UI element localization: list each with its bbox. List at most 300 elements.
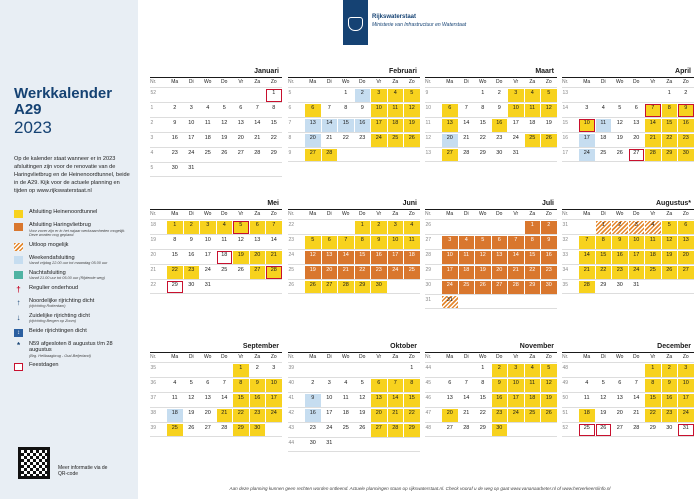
month-name: Februari — [288, 66, 420, 78]
week-row — [425, 407, 557, 422]
day-cell: 1 — [481, 364, 485, 371]
day-cell: 24 — [204, 266, 211, 273]
day-cell: 4 — [217, 221, 233, 234]
day-header: Di — [600, 211, 606, 217]
day-cell — [404, 281, 420, 293]
day-cell: 27 — [442, 149, 458, 161]
page-year: 2023 — [14, 118, 52, 137]
day-header: Vr — [650, 354, 656, 360]
day-cell: 26 — [305, 281, 321, 293]
day-cell — [233, 164, 249, 176]
day-header: Ma — [309, 79, 317, 85]
day-cell: 19 — [359, 409, 366, 416]
day-cell: 18 — [217, 251, 233, 264]
sidebar — [0, 0, 138, 499]
day-header: Wo — [204, 79, 212, 85]
day-header: Zo — [270, 354, 277, 360]
month-juli — [425, 198, 557, 309]
day-cell: 7 — [464, 104, 468, 111]
day-cell: 20 — [204, 409, 211, 416]
day-cell — [475, 221, 491, 234]
day-cell — [525, 424, 541, 436]
day-cell: 13 — [442, 119, 458, 132]
month-name: Oktober — [288, 341, 420, 353]
day-cell: 13 — [446, 394, 453, 401]
day-header-row — [150, 78, 282, 87]
day-cell — [250, 281, 266, 293]
day-header: Do — [221, 79, 228, 85]
day-cell: 8 — [355, 236, 371, 249]
legend-item — [14, 362, 130, 371]
day-cell: 4 — [344, 379, 348, 386]
day-cell: 20 — [678, 251, 694, 264]
legend — [14, 209, 130, 371]
week-number: 9 — [425, 89, 429, 96]
day-cell: 23 — [492, 409, 508, 422]
day-cell — [404, 149, 420, 161]
day-header: Za — [254, 354, 261, 360]
day-cell — [442, 364, 458, 377]
week-row — [150, 117, 282, 132]
day-cell: 23 — [662, 409, 678, 422]
week-number: 33 — [562, 251, 569, 258]
day-cell: 16 — [188, 251, 195, 258]
day-header: Do — [221, 354, 228, 360]
week-row — [562, 147, 694, 162]
yellow-icon — [14, 210, 23, 218]
day-cell: 21 — [463, 134, 470, 141]
day-header: Di — [463, 79, 469, 85]
day-cell: 6 — [492, 236, 508, 249]
day-cell: 25 — [600, 149, 607, 156]
week-row — [288, 377, 420, 392]
day-cell: 29 — [233, 424, 249, 436]
day-cell: 21 — [217, 409, 233, 422]
week-number: 42 — [288, 409, 295, 416]
week-number: 27 — [425, 236, 432, 243]
day-cell: 11 — [525, 104, 541, 117]
blue-icon — [14, 256, 23, 264]
day-cell: 26 — [662, 266, 678, 279]
day-header: Zo — [545, 354, 552, 360]
week-number: 6 — [288, 104, 292, 111]
week-number: 30 — [425, 281, 432, 288]
day-cell: 15 — [596, 251, 612, 264]
day-header: Ma — [446, 354, 454, 360]
day-cell: 19 — [475, 266, 491, 279]
day-cell: 28 — [579, 281, 595, 293]
week-row — [562, 102, 694, 117]
day-header: Nr. — [425, 354, 432, 360]
week-row — [425, 362, 557, 377]
day-cell: 1 — [667, 89, 671, 96]
day-cell: 15 — [525, 251, 541, 264]
day-cell: 18 — [167, 409, 183, 422]
day-cell: 21 — [326, 134, 333, 141]
day-cell: 31 — [326, 439, 333, 446]
day-cell: 27 — [322, 281, 338, 293]
day-cell: 14 — [463, 119, 470, 126]
day-cell: 14 — [645, 119, 661, 132]
day-cell — [492, 221, 508, 234]
day-cell: 24 — [388, 266, 404, 279]
day-cell: 18 — [525, 394, 541, 407]
day-header: Do — [633, 211, 640, 217]
day-cell: 1 — [596, 221, 612, 234]
day-cell: 7 — [255, 104, 259, 111]
day-cell: 23 — [371, 266, 387, 279]
week-number: 9 — [288, 149, 292, 156]
day-cell: 24 — [512, 134, 519, 141]
day-cell: 3 — [629, 221, 645, 234]
week-number: 43 — [288, 424, 295, 431]
day-header: Di — [463, 211, 469, 217]
day-cell: 18 — [529, 119, 536, 126]
day-cell: 16 — [305, 409, 321, 422]
week-row — [425, 102, 557, 117]
day-cell — [184, 89, 200, 102]
day-cell: 12 — [541, 379, 557, 392]
day-cell: 30 — [496, 149, 503, 156]
day-cell: 11 — [645, 236, 661, 249]
day-cell — [579, 364, 595, 377]
legend-label: Zuidelijke rijrichting dicht — [29, 312, 90, 319]
legend-item — [14, 270, 130, 281]
day-cell: 28 — [463, 424, 470, 431]
week-number: 23 — [288, 236, 295, 243]
day-header: Wo — [342, 211, 350, 217]
day-cell: 31 — [678, 424, 694, 436]
day-cell: 16 — [492, 119, 508, 132]
day-cell: 11 — [583, 394, 590, 401]
day-cell: 2 — [492, 364, 508, 377]
day-cell: 9 — [189, 236, 193, 243]
day-header-row — [562, 78, 694, 87]
day-cell: 27 — [305, 149, 321, 161]
legend-label: Afsluiting Heinenoordtunnel — [29, 209, 98, 215]
day-cell: 31 — [512, 149, 519, 156]
day-cell: 13 — [237, 119, 244, 126]
day-cell: 4 — [525, 89, 541, 102]
day-cell: 7 — [338, 236, 354, 249]
day-cell — [404, 439, 420, 451]
week-number: 37 — [150, 394, 157, 401]
day-header: Do — [633, 79, 640, 85]
day-cell: 20 — [305, 134, 321, 147]
day-cell: 25 — [404, 266, 420, 279]
day-cell: 10 — [678, 379, 694, 392]
week-number: 16 — [562, 134, 569, 141]
day-cell: 5 — [662, 221, 678, 234]
day-header: Ma — [583, 211, 591, 217]
day-cell: 27 — [616, 424, 623, 431]
day-cell: 16 — [171, 134, 178, 141]
week-row — [150, 392, 282, 407]
week-row — [425, 234, 557, 249]
week-row — [562, 87, 694, 102]
week-number: 22 — [288, 221, 295, 228]
day-cell: 10 — [508, 379, 524, 392]
day-cell — [371, 439, 387, 451]
day-cell: 5 — [305, 236, 321, 249]
week-row — [150, 422, 282, 437]
week-number: 8 — [288, 134, 292, 141]
week-row — [425, 87, 557, 102]
day-cell: 25 — [459, 281, 475, 294]
day-cell: 19 — [600, 409, 607, 416]
day-cell: 16 — [355, 119, 371, 132]
day-cell — [200, 164, 216, 176]
day-cell: 11 — [596, 119, 612, 132]
day-cell: 28 — [338, 281, 354, 293]
day-cell: 5 — [475, 236, 491, 249]
day-cell: 29 — [525, 281, 541, 294]
day-cell: 2 — [541, 221, 557, 234]
day-cell: 22 — [233, 409, 249, 422]
day-header: Nr. — [425, 211, 432, 217]
day-cell: 24 — [371, 134, 387, 147]
day-cell: 24 — [442, 281, 458, 294]
week-number: 19 — [150, 236, 157, 243]
day-cell: 11 — [525, 379, 541, 392]
day-cell: 5 — [541, 364, 557, 377]
day-cell: 17 — [508, 394, 524, 407]
month-oktober — [288, 341, 420, 452]
day-cell — [167, 364, 183, 377]
day-cell: 28 — [221, 424, 228, 431]
day-header: Ma — [309, 354, 317, 360]
day-cell — [217, 164, 233, 176]
day-cell: 12 — [600, 394, 607, 401]
day-cell: 7 — [222, 379, 226, 386]
day-header: Vr — [376, 211, 382, 217]
week-row — [288, 87, 420, 102]
day-cell — [217, 364, 233, 377]
day-cell: 9 — [678, 104, 694, 117]
month-februari — [288, 66, 420, 162]
week-row — [425, 147, 557, 162]
hatch-icon — [14, 243, 23, 251]
star-icon: * — [16, 340, 21, 350]
day-cell: 27 — [446, 424, 453, 431]
day-cell: 9 — [492, 379, 508, 392]
day-cell: 11 — [342, 394, 349, 401]
day-header: Za — [529, 79, 536, 85]
day-cell: 28 — [508, 281, 524, 294]
day-cell: 4 — [645, 221, 661, 234]
week-row — [562, 422, 694, 437]
week-row — [150, 377, 282, 392]
day-cell: 29 — [479, 149, 486, 156]
week-number: 35 — [562, 281, 569, 288]
week-row — [150, 279, 282, 294]
week-row — [288, 279, 420, 294]
week-number: 14 — [562, 104, 569, 111]
day-cell: 21 — [633, 409, 640, 416]
week-number: 25 — [288, 266, 295, 273]
day-cell: 14 — [221, 394, 228, 401]
day-cell: 15 — [404, 394, 420, 407]
day-header: Wo — [616, 354, 624, 360]
week-row — [562, 377, 694, 392]
day-cell: 11 — [459, 251, 475, 264]
day-cell: 28 — [322, 149, 338, 161]
day-header: Nr. — [562, 79, 569, 85]
month-december — [562, 341, 694, 437]
day-cell: 7 — [579, 236, 595, 249]
week-row — [288, 117, 420, 132]
week-number: 20 — [150, 251, 157, 258]
month-name: December — [562, 341, 694, 353]
day-cell: 13 — [678, 236, 694, 249]
day-header: Vr — [513, 79, 519, 85]
day-cell: 3 — [327, 379, 331, 386]
day-header: Wo — [204, 211, 212, 217]
week-number: 4 — [150, 149, 154, 156]
day-cell — [217, 281, 233, 293]
arrow-up-icon: † — [16, 284, 21, 294]
day-cell: 9 — [541, 236, 557, 249]
day-cell: 9 — [305, 394, 321, 407]
day-cell: 19 — [188, 409, 195, 416]
day-header: Di — [188, 79, 194, 85]
day-header-row — [288, 78, 420, 87]
day-cell: 2 — [684, 89, 688, 96]
day-cell — [266, 164, 282, 176]
day-header: Do — [359, 354, 366, 360]
day-header: Nr. — [150, 211, 157, 217]
week-number: 24 — [288, 251, 295, 258]
holiday-icon — [14, 363, 23, 371]
day-cell: 24 — [629, 266, 645, 279]
week-number: 26 — [288, 281, 295, 288]
week-number: 31 — [425, 296, 432, 303]
day-cell — [305, 89, 321, 102]
day-cell: 24 — [188, 149, 195, 156]
day-cell: 29 — [404, 424, 420, 437]
legend-sublabel: (rijrichting Rotterdam) — [29, 304, 66, 308]
day-cell: 22 — [479, 134, 486, 141]
legend-label: Afsluiting Haringvlietbrug — [29, 222, 91, 228]
day-header: Zo — [545, 79, 552, 85]
day-cell: 29 — [600, 281, 607, 288]
week-number: 17 — [562, 149, 569, 156]
day-cell: 10 — [442, 251, 458, 264]
day-cell — [338, 439, 354, 451]
day-cell: 23 — [612, 266, 628, 279]
week-row — [288, 102, 420, 117]
week-row — [150, 362, 282, 377]
week-row — [150, 87, 282, 102]
day-cell: 28 — [388, 424, 404, 437]
day-cell: 9 — [497, 104, 501, 111]
day-cell: 30 — [541, 281, 557, 294]
day-cell — [388, 281, 404, 293]
day-cell: 14 — [508, 251, 524, 264]
day-cell: 24 — [326, 424, 333, 431]
day-cell: 17 — [678, 394, 694, 407]
day-header: Do — [359, 211, 366, 217]
month-name: Augustus* — [562, 198, 694, 210]
day-cell: 21 — [388, 409, 404, 422]
day-cell: 16 — [371, 251, 387, 264]
day-header: Di — [188, 354, 194, 360]
day-cell — [305, 221, 321, 234]
week-number: 45 — [425, 379, 432, 386]
day-cell — [322, 89, 338, 102]
week-number: 41 — [288, 394, 295, 401]
day-cell: 9 — [612, 236, 628, 249]
day-cell: 14 — [254, 119, 261, 126]
week-row — [562, 407, 694, 422]
week-number: 5 — [288, 89, 292, 96]
day-cell: 8 — [344, 104, 348, 111]
week-number: 13 — [425, 149, 432, 156]
week-row — [425, 294, 557, 309]
day-cell: 20 — [633, 134, 640, 141]
orange-icon — [14, 223, 23, 231]
day-header-row — [425, 78, 557, 87]
qr-code-icon[interactable] — [18, 447, 50, 479]
day-cell: 23 — [250, 409, 266, 422]
day-cell: 27 — [204, 424, 211, 431]
day-header: Do — [496, 79, 503, 85]
day-cell: 10 — [188, 119, 195, 126]
day-header: Di — [600, 79, 606, 85]
day-cell: 1 — [266, 89, 282, 102]
day-header: Za — [666, 354, 673, 360]
month-name: Januari — [150, 66, 282, 78]
day-header: Do — [633, 354, 640, 360]
day-cell — [338, 221, 354, 234]
day-cell: 30 — [371, 281, 387, 293]
day-cell: 2 — [662, 364, 678, 377]
day-cell: 17 — [629, 251, 645, 264]
day-cell — [388, 439, 404, 451]
day-header: Wo — [342, 79, 350, 85]
day-cell: 13 — [254, 236, 261, 243]
day-header: Za — [529, 354, 536, 360]
week-number: 11 — [425, 119, 431, 126]
day-header: Vr — [513, 211, 519, 217]
day-header: Zo — [408, 354, 415, 360]
day-cell: 27 — [250, 266, 266, 279]
week-number: 10 — [425, 104, 432, 111]
day-cell: 13 — [633, 119, 640, 126]
week-row — [425, 377, 557, 392]
day-cell: 5 — [222, 104, 226, 111]
day-cell: 26 — [237, 266, 244, 273]
day-cell: 17 — [326, 409, 333, 416]
week-number: 38 — [150, 409, 157, 416]
day-cell — [250, 164, 266, 176]
day-cell: 23 — [359, 134, 366, 141]
day-header-row — [150, 353, 282, 362]
day-cell: 6 — [239, 104, 243, 111]
day-header: Nr. — [288, 211, 295, 217]
day-cell: 10 — [266, 379, 282, 392]
month-juni — [288, 198, 420, 294]
month-name: April — [562, 66, 694, 78]
day-cell — [508, 424, 524, 436]
day-cell: 3 — [371, 89, 387, 102]
week-number: 12 — [425, 134, 432, 141]
day-cell: 2 — [355, 89, 371, 102]
day-header: Nr. — [562, 354, 569, 360]
day-cell: 4 — [388, 89, 404, 102]
day-cell: 7 — [327, 104, 331, 111]
day-cell: 1 — [167, 221, 183, 234]
